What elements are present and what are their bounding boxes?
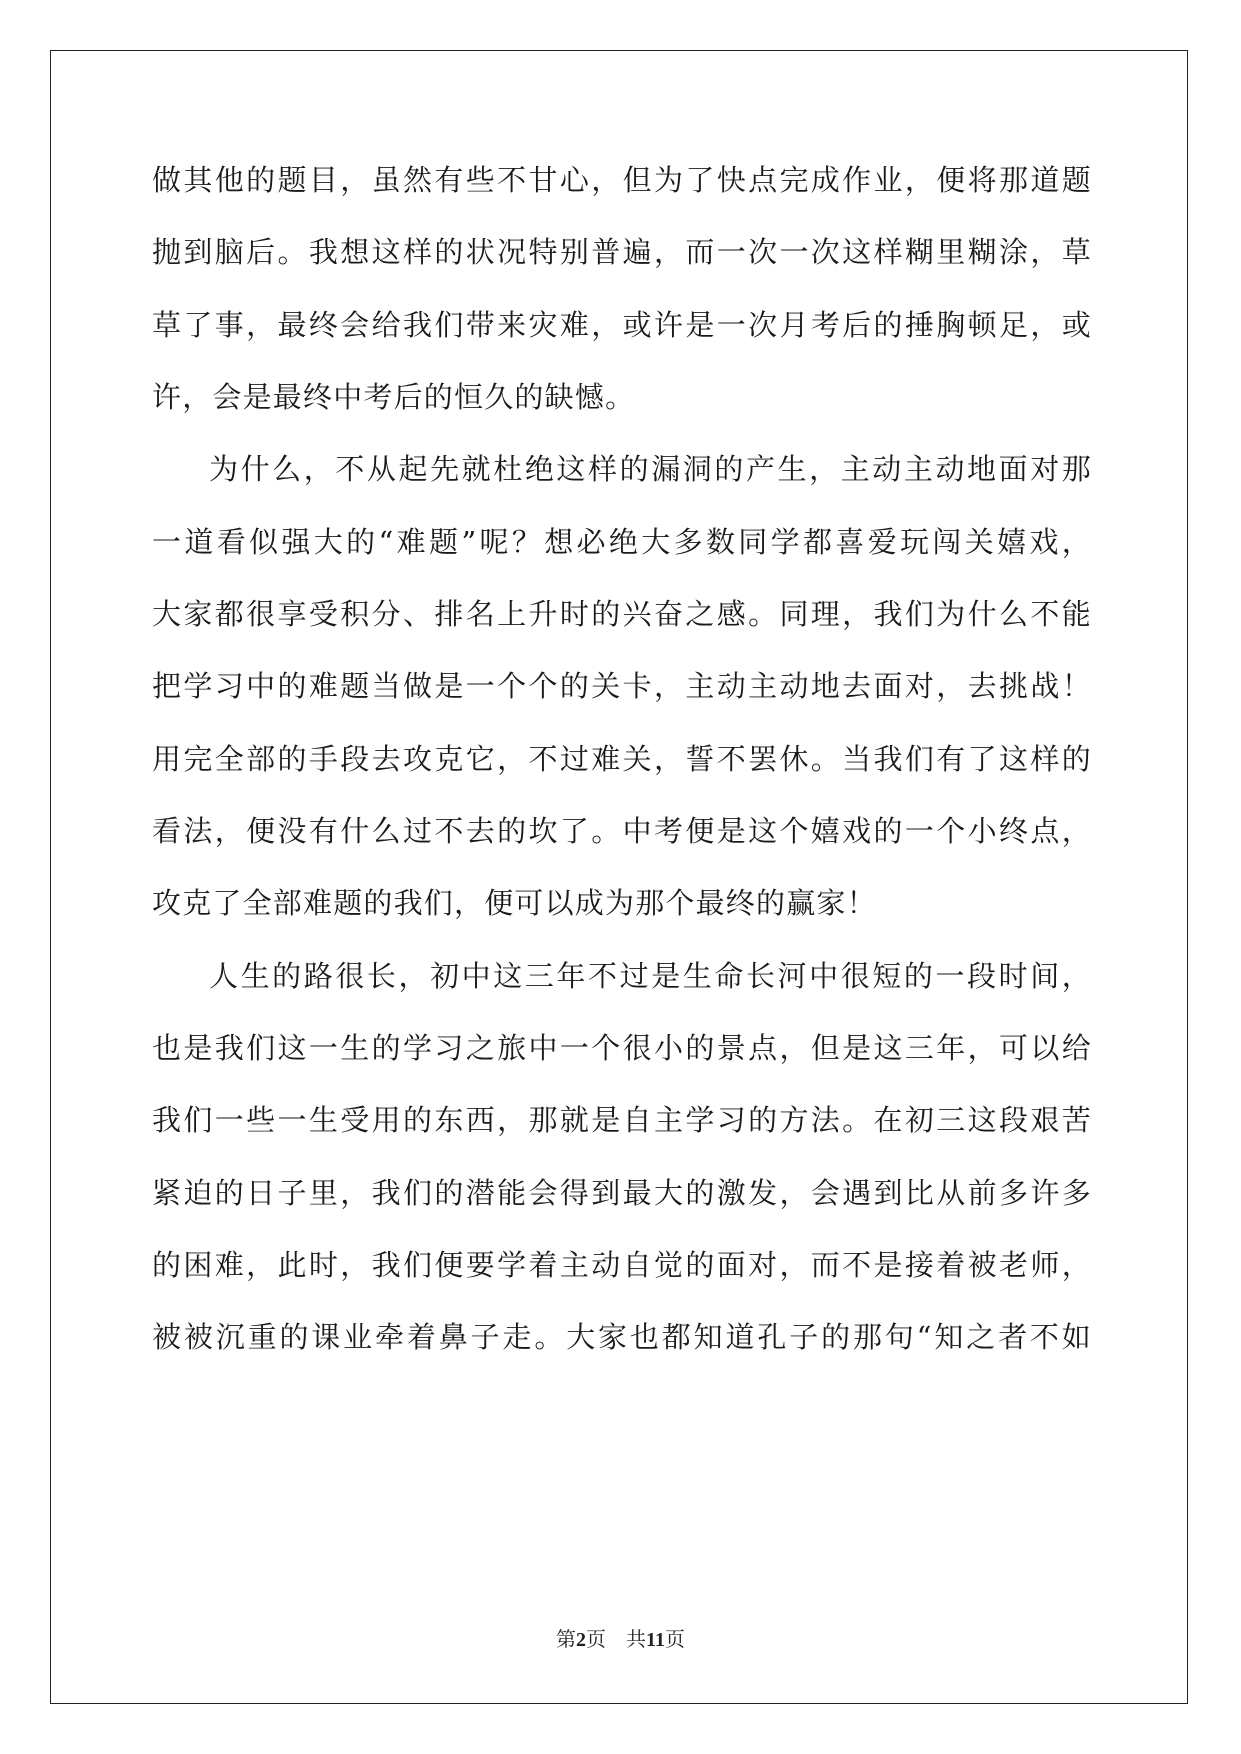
footer-page-number: 2 <box>576 1629 587 1651</box>
text-line: 大家都很享受积分、排名上升时的兴奋之感。同理，我们为什么不能 <box>152 597 1092 631</box>
text-line: 用完全部的手段去攻克它，不过难关，誓不罢休。当我们有了这样的 <box>152 742 1092 776</box>
page-border <box>50 50 1188 1704</box>
text-line: 做其他的题目，虽然有些不甘心，但为了快点完成作业，便将那道题 <box>152 163 1092 197</box>
text-line: 抛到脑后。我想这样的状况特别普遍，而一次一次这样糊里糊涂，草 <box>152 235 1092 269</box>
text-line: 也是我们这一生的学习之旅中一个很小的景点，但是这三年，可以给 <box>152 1031 1092 1065</box>
footer-page-prefix: 第 <box>556 1629 577 1651</box>
footer-page-suffix: 页 <box>664 1629 685 1651</box>
page-footer <box>0 1628 1241 1652</box>
text-line: 攻克了全部难题的我们，便可以成为那个最终的赢家！ <box>152 886 877 920</box>
text-line: 草了事，最终会给我们带来灾难，或许是一次月考后的捶胸顿足，或 <box>152 308 1092 342</box>
footer-page-total: 11 <box>646 1629 665 1651</box>
text-line: 一道看似强大的“难题”呢？想必绝大多数同学都喜爱玩闯关嬉戏， <box>152 525 1092 559</box>
text-line: 许，会是最终中考后的恒久的缺憾。 <box>152 380 636 414</box>
text-line: 我们一些一生受用的东西，那就是自主学习的方法。在初三这段艰苦 <box>152 1103 1092 1137</box>
paragraph-start-line: 为什么，不从起先就杜绝这样的漏洞的产生，主动主动地面对那 <box>209 452 1092 486</box>
text-line: 的困难，此时，我们便要学着主动自觉的面对，而不是接着被老师， <box>152 1248 1092 1282</box>
paragraph-start-line: 人生的路很长，初中这三年不过是生命长河中很短的一段时间， <box>209 959 1092 993</box>
text-line: 看法，便没有什么过不去的坎了。中考便是这个嬉戏的一个小终点， <box>152 814 1092 848</box>
footer-page-mid: 页 共 <box>586 1629 647 1651</box>
text-line: 紧迫的日子里，我们的潜能会得到最大的激发，会遇到比从前多许多 <box>152 1176 1092 1210</box>
text-line: 被被沉重的课业牵着鼻子走。大家也都知道孔子的那句“知之者不如 <box>152 1320 1092 1354</box>
text-line: 把学习中的难题当做是一个个的关卡，主动主动地去面对，去挑战！ <box>152 669 1092 703</box>
